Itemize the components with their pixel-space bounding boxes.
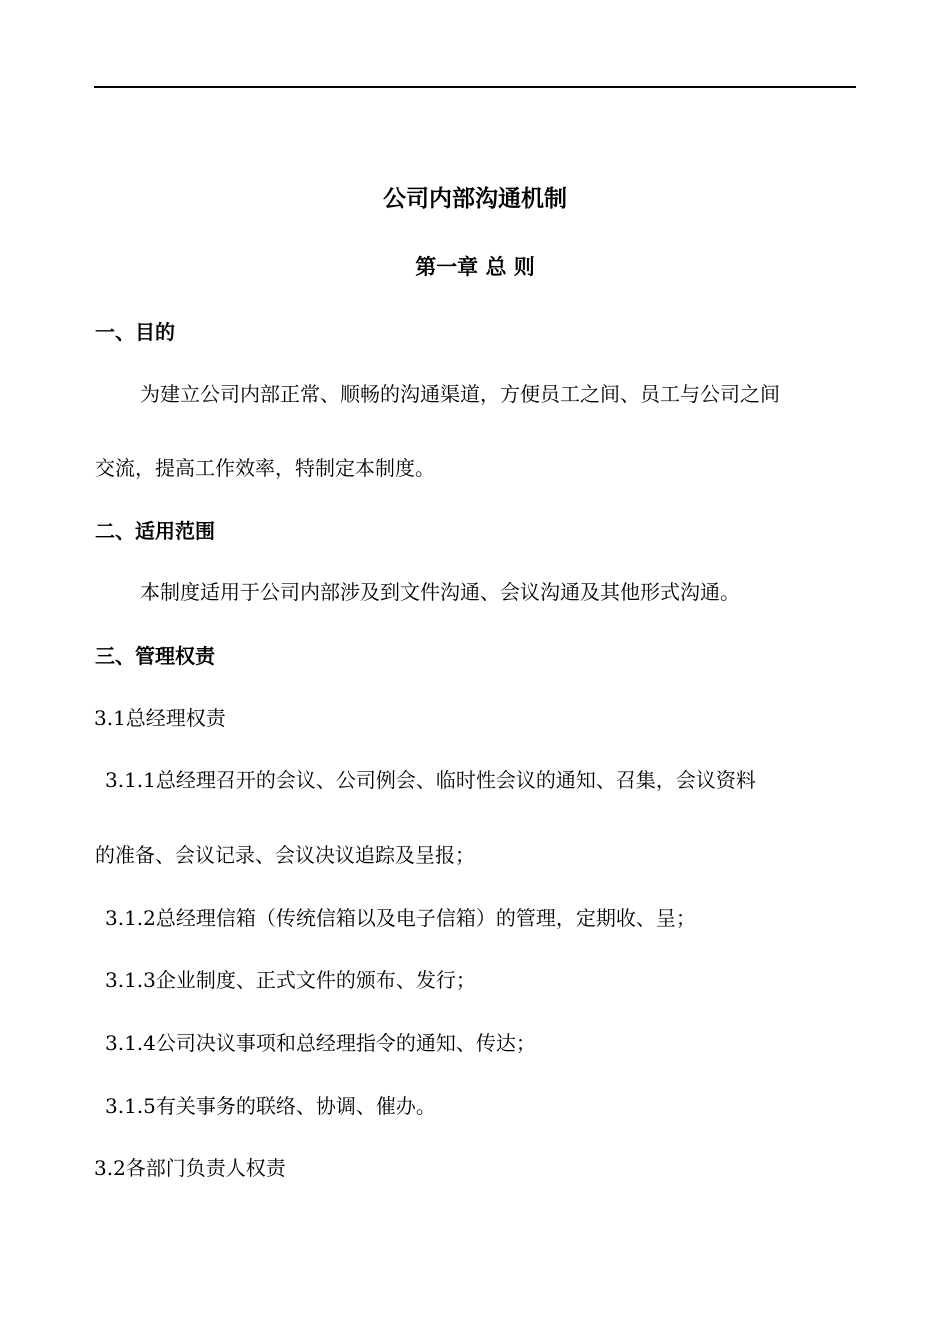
gm-item-3-1-2: 3.1.2总经理信箱（传统信箱以及电子信箱）的管理，定期收、呈； <box>105 906 696 930</box>
gm-item-3-1-4: 3.1.4公司决议事项和总经理指令的通知、传达； <box>105 1031 536 1055</box>
subsection-gm-label: 3.1总经理权责 <box>94 706 226 730</box>
section-heading-responsibilities: 三、管理权责 <box>95 644 215 668</box>
subsection-dept-label: 3.2各部门负责人权责 <box>94 1156 286 1180</box>
section-heading-scope: 二、适用范围 <box>95 519 215 543</box>
gm-item-3-1-1: 3.1.1总经理召开的会议、公司例会、临时性会议的通知、召集，会议资料 <box>105 768 756 792</box>
purpose-paragraph-line-2: 交流，提高工作效率，特制定本制度。 <box>95 456 435 480</box>
document-title: 公司内部沟通机制 <box>383 186 567 212</box>
section-heading-purpose: 一、目的 <box>95 320 175 344</box>
header-rule <box>94 86 856 88</box>
chapter-heading: 第一章 总 则 <box>415 255 535 279</box>
gm-item-3-1-1-continued: 的准备、会议记录、会议决议追踪及呈报； <box>95 843 475 867</box>
purpose-paragraph-line-1: 为建立公司内部正常、顺畅的沟通渠道，方便员工之间、员工与公司之间 <box>140 382 780 406</box>
scope-paragraph: 本制度适用于公司内部涉及到文件沟通、会议沟通及其他形式沟通。 <box>140 580 740 604</box>
gm-item-3-1-5: 3.1.5有关事务的联络、协调、催办。 <box>105 1094 436 1118</box>
gm-item-3-1-3: 3.1.3企业制度、正式文件的颁布、发行； <box>105 968 476 992</box>
